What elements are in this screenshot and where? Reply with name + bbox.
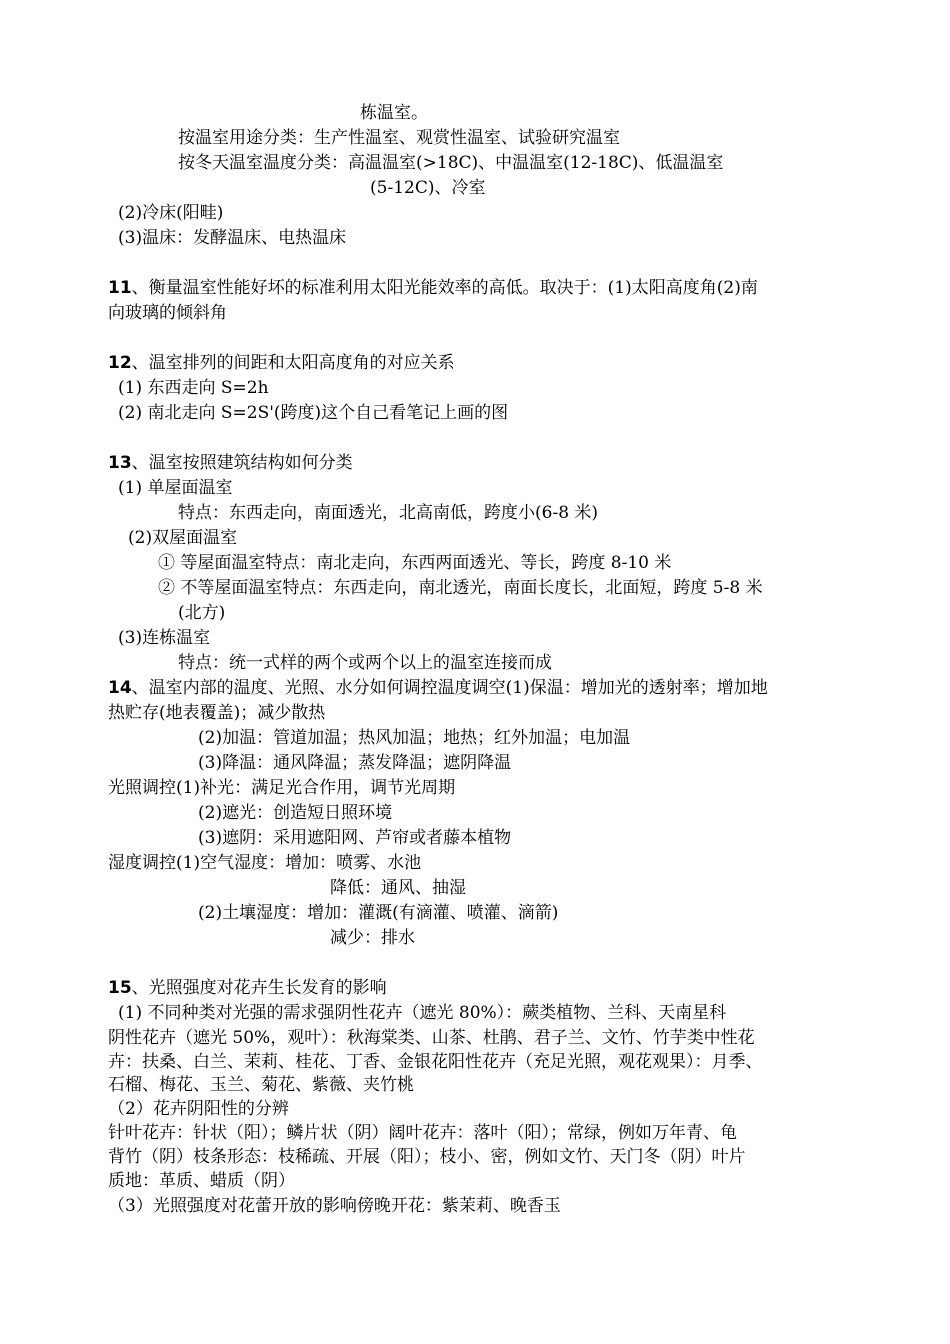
- text-line: (2)土壤湿度：增加：灌溉(有滴灌、喷灌、滴箭): [198, 903, 559, 923]
- text-line: 按温室用途分类：生产性温室、观赏性温室、试验研究温室: [178, 128, 620, 148]
- text-line: 背竹（阴）枝条形态：枝稀疏、开展（阳）；枝小、密，例如文竹、天门冬（阴）叶片: [108, 1147, 746, 1167]
- section-heading-12: 12、温室排列的间距和太阳高度角的对应关系: [108, 353, 455, 373]
- text-line: (2)遮光：创造短日照环境: [198, 803, 393, 823]
- section-heading-14: 14、温室内部的温度、光照、水分如何调控温度调空(1)保温：增加光的透射率；增加地: [108, 678, 768, 698]
- text-line: (2)冷床(阳畦): [118, 203, 224, 223]
- text-line: 栋温室。: [360, 103, 428, 123]
- text-line: ② 不等屋面温室特点：东西走向，南北透光，南面长度长，北面短，跨度 5-8 米: [158, 578, 763, 598]
- text-line: (3)降温：通风降温；蒸发降温；遮阴降温: [198, 753, 512, 773]
- text-line: (1) 单屋面温室: [118, 478, 233, 498]
- section-number: 14: [108, 678, 132, 698]
- text-line: (1) 不同种类对光强的需求强阴性花卉（遮光 80%）：蕨类植物、兰科、天南星科: [118, 1003, 727, 1023]
- text-line: 阴性花卉（遮光 50%，观叶）：秋海棠类、山茶、杜鹃、君子兰、文竹、竹芋类中性花: [108, 1028, 755, 1048]
- section-number: 11: [108, 278, 132, 298]
- text-line: (3)连栋温室: [118, 628, 211, 648]
- text-line: (2)双屋面温室: [128, 528, 238, 548]
- section-number: 12: [108, 353, 132, 373]
- text-line: ① 等屋面温室特点：南北走向，东西两面透光、等长，跨度 8-10 米: [158, 553, 672, 573]
- text-line: （2）花卉阴阳性的分辨: [108, 1099, 289, 1119]
- section-heading-13: 13、温室按照建筑结构如何分类: [108, 453, 353, 473]
- text-line: (2)加温：管道加温；热风加温；地热；红外加温；电加温: [198, 728, 631, 748]
- text-line: (1) 东西走向 S=2h: [118, 378, 269, 398]
- section-heading-15: 15、光照强度对花卉生长发育的影响: [108, 978, 387, 998]
- text-line: 减少：排水: [330, 928, 415, 948]
- text-line: (北方): [178, 603, 226, 623]
- text-line: (3)温床：发酵温床、电热温床: [118, 228, 347, 248]
- section-number: 15: [108, 978, 132, 998]
- text-line: 按冬天温室温度分类：高温温室(>18C)、中温温室(12-18C)、低温温室: [178, 153, 724, 173]
- text-line: (2) 南北走向 S=2S'(跨度)这个自己看笔记上画的图: [118, 403, 509, 423]
- text-line: (3)遮阴：采用遮阳网、芦帘或者藤本植物: [198, 828, 512, 848]
- text-line: 卉：扶桑、白兰、茉莉、桂花、丁香、金银花阳性花卉（充足光照，观花观果）：月季、: [108, 1052, 763, 1072]
- text-line: 石榴、梅花、玉兰、菊花、紫薇、夹竹桃: [108, 1075, 414, 1095]
- text-line: （3）光照强度对花蕾开放的影响傍晚开花：紫茉莉、晚香玉: [108, 1196, 561, 1216]
- text-line: 湿度调控(1)空气湿度：增加：喷雾、水池: [108, 853, 422, 873]
- text-line: (5-12C)、冷室: [370, 178, 486, 198]
- section-heading-11: 11、衡量温室性能好坏的标准利用太阳光能效率的高低。取决于：(1)太阳高度角(2)南: [108, 278, 758, 298]
- text-line: 降低：通风、抽湿: [330, 878, 466, 898]
- section-number: 13: [108, 453, 132, 473]
- text-line: 向玻璃的倾斜角: [108, 303, 227, 323]
- text-line: 特点：统一式样的两个或两个以上的温室连接而成: [178, 653, 552, 673]
- text-line: 光照调控(1)补光：满足光合作用，调节光周期: [108, 778, 456, 798]
- text-line: 质地：革质、蜡质（阴）: [108, 1171, 295, 1191]
- text-line: 特点：东西走向，南面透光，北高南低，跨度小(6-8 米): [178, 503, 599, 523]
- text-line: 热贮存(地表覆盖)；减少散热: [108, 703, 326, 723]
- text-line: 针叶花卉：针状（阳）；鳞片状（阴）阔叶花卉：落叶（阳）；常绿，例如万年青、龟: [108, 1123, 737, 1143]
